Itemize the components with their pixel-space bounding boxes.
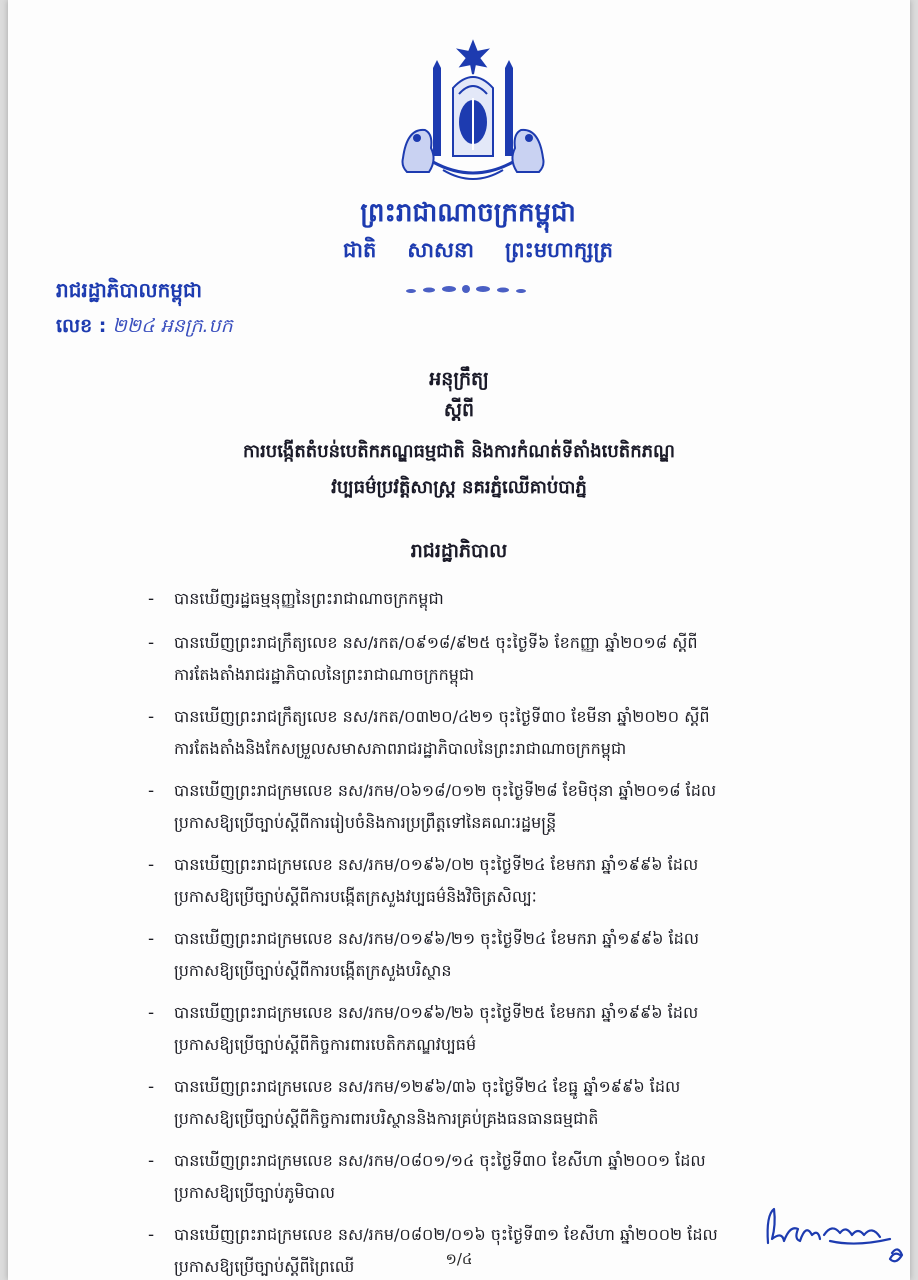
list-item	[148, 1144, 848, 1208]
motto-religion: សាសនា	[407, 238, 474, 262]
kingdom-heading: ព្រះរាជាណាចក្រកម្ពុជា	[360, 198, 576, 228]
bullet-dash: -	[148, 633, 155, 653]
list-item-line-1: បានឃើញព្រះរាជក្រមលេខ នស/រកម/០១៩៦/០២ ចុះថ្ងៃទី២៤ ខែមករា ឆ្នាំ១៩៩៦ ដែល	[174, 855, 699, 874]
document-number-label: លេខ :	[56, 315, 107, 337]
motto-nation: ជាតិ	[343, 238, 377, 262]
bullet-dash: -	[148, 781, 155, 801]
royal-coat-of-arms-emblem	[393, 38, 553, 188]
document-title-line-1: ការបង្កើតតំបន់បេតិកភណ្ឌធម្មជាតិ និងការកំណត់ទីតាំងបេតិកភណ្ឌ	[242, 441, 676, 462]
document-number	[56, 313, 233, 339]
list-item	[148, 774, 848, 838]
list-item-line-1: បានឃើញព្រះរាជក្រឹត្យលេខ នស/រកត/០៣២០/៤២១ ចុះថ្ងៃទី៣០ ខែមីនា ឆ្នាំ២០២០ ស្តីពី	[174, 707, 710, 726]
list-item-line-2: ប្រកាសឱ្យប្រើច្បាប់ស្តីពីព្រៃឈើ	[174, 1257, 355, 1276]
page-number: ១/៤	[445, 1250, 473, 1268]
list-item	[148, 1070, 848, 1134]
bullet-dash: -	[148, 1003, 155, 1023]
motto-king: ព្រះមហាក្សត្រ	[505, 238, 613, 262]
list-item-line-2: ប្រកាសឱ្យប្រើច្បាប់ស្តីពីការរៀបចំនិងការប្រព្រឹត្តទៅនៃគណៈរដ្ឋមន្ត្រី	[174, 813, 557, 832]
list-item-line-2: ប្រកាសឱ្យប្រើច្បាប់ស្តីពីការបង្កើតក្រសួងបរិស្ថាន	[174, 961, 452, 980]
list-item-line-2: ប្រកាសឱ្យប្រើច្បាប់ស្តីពីការបង្កើតក្រសួងវប្បធម៌និងវិចិត្រសិល្បៈ	[174, 887, 537, 906]
document-number-value: ២២៤ អនក្រ.បក	[112, 315, 233, 337]
list-item-line-2: ការតែងតាំងរាជរដ្ឋាភិបាលនៃព្រះរាជាណាចក្រកម្ពុជា	[174, 665, 475, 684]
list-item	[148, 700, 848, 764]
list-item-line-1: បានឃើញព្រះរាជក្រមលេខ នស/រកម/១២៩៦/៣៦ ចុះថ្ងៃទី២៤ ខែធ្នូ ឆ្នាំ១៩៩៦ ដែល	[174, 1077, 681, 1096]
list-item-line-1: បានឃើញព្រះរាជក្រមលេខ នស/រកម/០១៩៦/២៦ ចុះថ្ងៃទី២៥ ខែមករា ឆ្នាំ១៩៩៦ ដែល	[174, 1003, 699, 1022]
list-item-line-1: បានឃើញព្រះរាជក្រមលេខ នស/រកម/០៨០២/០១៦ ចុះថ្ងៃទី៣១ ខែសីហា ឆ្នាំ២០០២ ដែល	[174, 1225, 718, 1244]
national-motto	[343, 236, 613, 264]
reference-list	[148, 582, 848, 1280]
list-item-line-1: បានឃើញព្រះរាជក្រមលេខ នស/រកម/០៨០១/១៤ ចុះថ្ងៃទី៣០ ខែសីហា ឆ្នាំ២០០១ ដែល	[174, 1151, 706, 1170]
list-item	[148, 582, 848, 616]
bullet-dash: -	[148, 589, 155, 609]
list-item-line-1: បានឃើញរដ្ឋធម្មនុញ្ញនៃព្រះរាជាណាចក្រកម្ពុជា	[174, 589, 444, 608]
bullet-dash: -	[148, 1077, 155, 1097]
list-item-line-2: ប្រកាសឱ្យប្រើច្បាប់ស្តីពីកិច្ចការពារបេតិកភណ្ឌវប្បធម៌	[174, 1035, 477, 1054]
handwritten-initials-signature	[760, 1195, 910, 1270]
list-item	[148, 848, 848, 912]
bullet-dash: -	[148, 1151, 155, 1171]
bullet-dash: -	[148, 855, 155, 875]
document-type: អនុក្រឹត្យ	[429, 368, 489, 390]
list-item-line-2: ប្រកាសឱ្យប្រើច្បាប់ភូមិបាល	[174, 1183, 336, 1202]
list-item	[148, 626, 848, 690]
decorative-ornament-divider	[401, 282, 531, 298]
document-about: ស្តីពី	[443, 399, 475, 421]
list-item-line-2: ប្រកាសឱ្យប្រើច្បាប់ស្តីពីកិច្ចការពារបរិស្ថាននិងការគ្រប់គ្រងធនធានធម្មជាតិ	[174, 1109, 599, 1128]
list-item-line-2: ការតែងតាំងនិងកែសម្រួលសមាសភាពរាជរដ្ឋាភិបាលនៃព្រះរាជាណាចក្រកម្ពុជា	[174, 739, 627, 758]
document-title-line-2: វប្បធម៌ប្រវត្តិសាស្រ្ត នគរភ្នំឈើគាប់បាភ្នំ	[331, 477, 587, 498]
issuer-heading: រាជរដ្ឋាភិបាល	[410, 540, 508, 562]
list-item-line-1: បានឃើញព្រះរាជក្រមលេខ នស/រកម/០១៩៦/២១ ចុះថ្ងៃទី២៤ ខែមករា ឆ្នាំ១៩៩៦ ដែល	[174, 929, 699, 948]
list-item-line-1: បានឃើញព្រះរាជក្រមលេខ នស/រកម/០៦១៨/០១២ ចុះថ្ងៃទី២៨ ខែមិថុនា ឆ្នាំ២០១៨ ដែល	[174, 781, 717, 800]
issuer-name: រាជរដ្ឋាភិបាលកម្ពុជា	[56, 278, 202, 302]
bullet-dash: -	[148, 929, 155, 949]
list-item	[148, 996, 848, 1060]
list-item	[148, 922, 848, 986]
bullet-dash: -	[148, 1225, 155, 1245]
bullet-dash: -	[148, 707, 155, 727]
list-item-line-1: បានឃើញព្រះរាជក្រឹត្យលេខ នស/រកត/០៩១៨/៩២៥ ចុះថ្ងៃទី៦ ខែកញ្ញា ឆ្នាំ២០១៨ ស្តីពី	[174, 633, 698, 652]
document-page	[8, 0, 910, 1280]
